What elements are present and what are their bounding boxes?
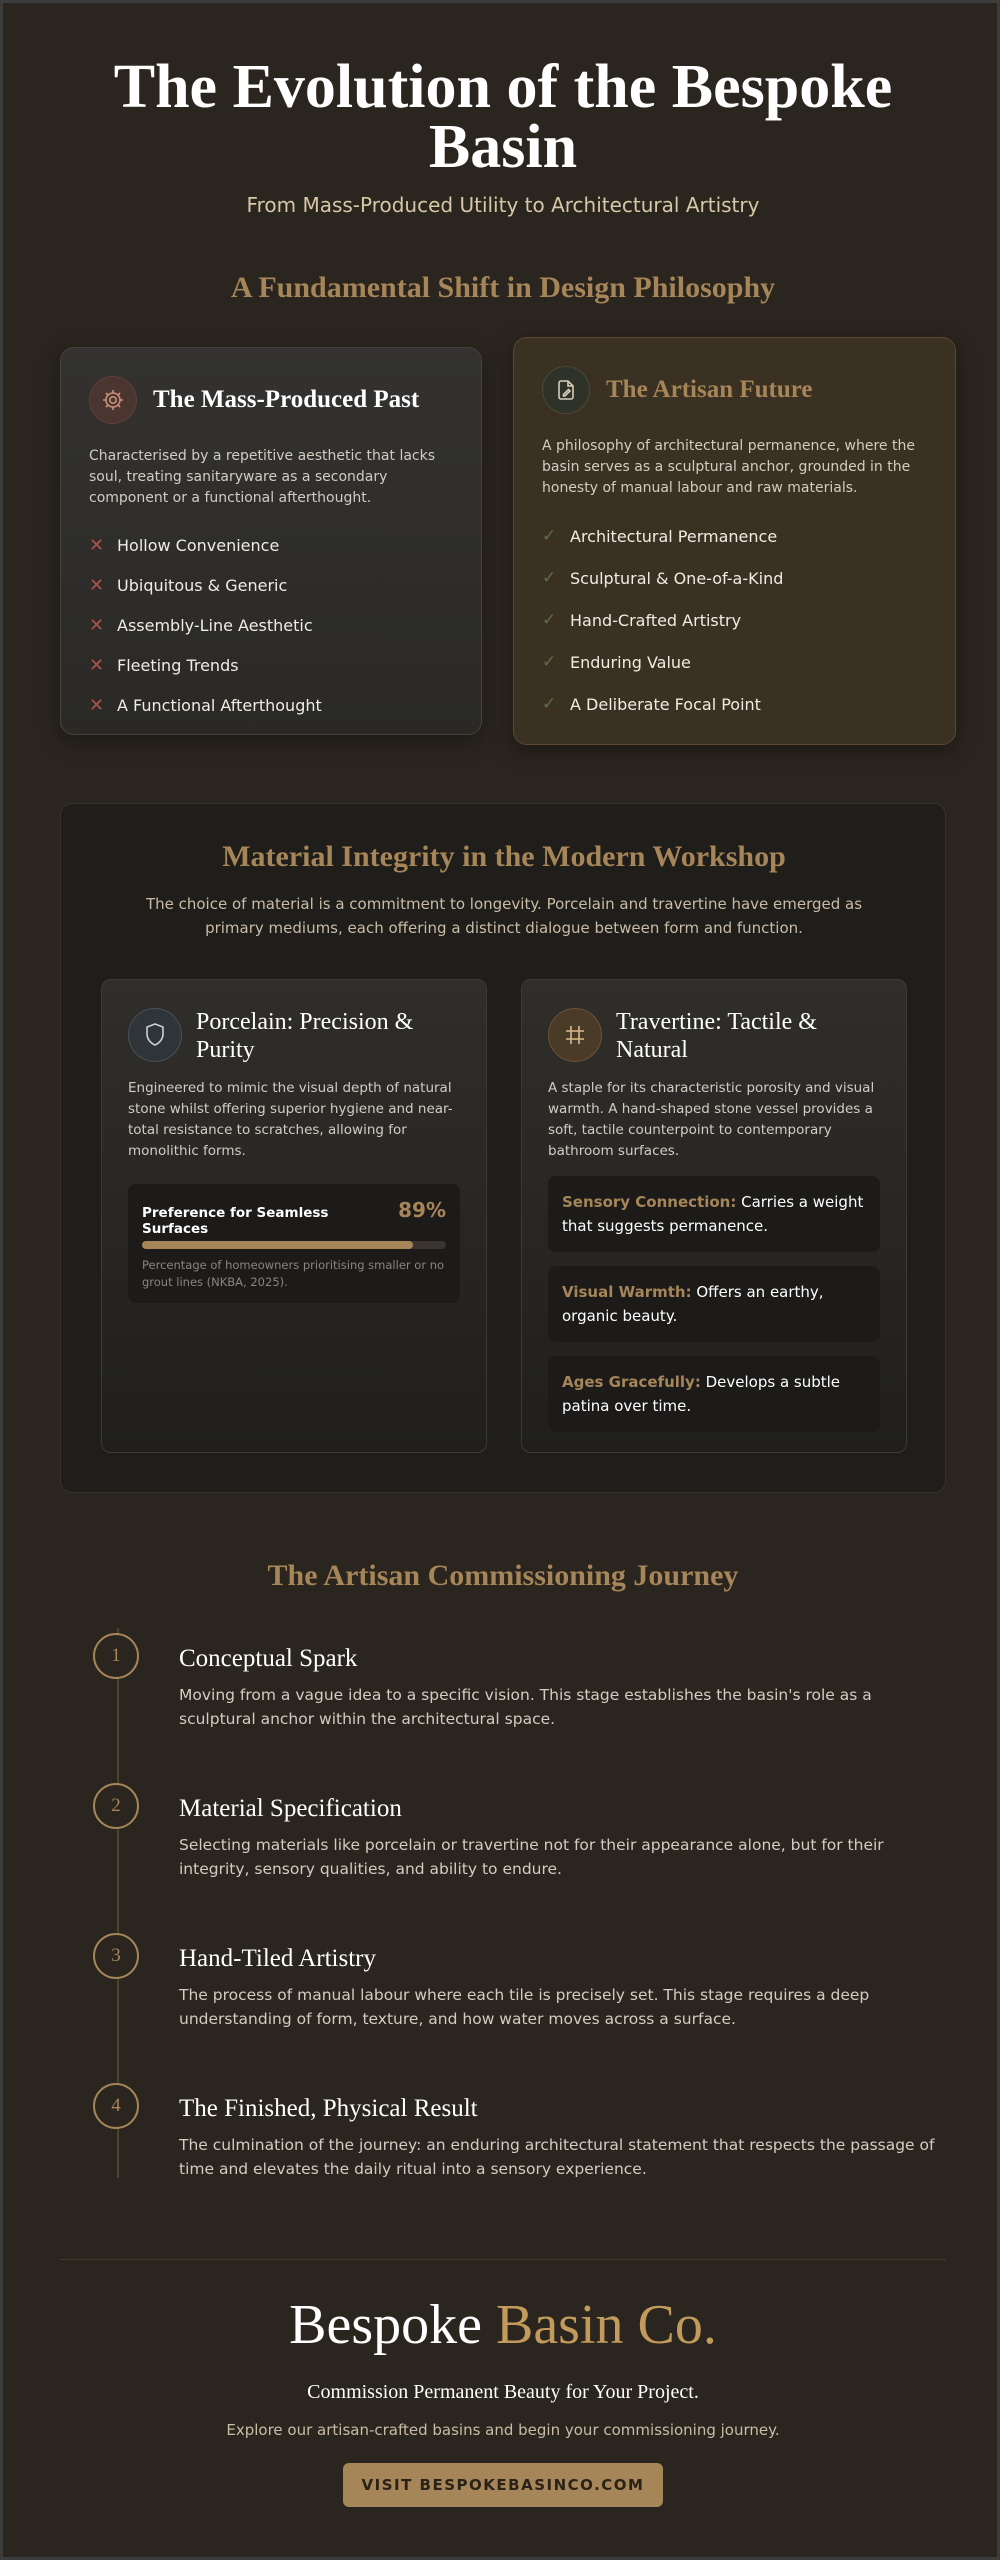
feature-visual-warmth: Visual Warmth: Offers an earthy, organic beauty.: [548, 1266, 880, 1342]
grid-icon: [548, 1008, 602, 1062]
list-item: ✕ Assembly-Line Aesthetic: [89, 614, 313, 636]
close-icon: ✕: [89, 614, 105, 636]
step-text: Moving from a vague idea to a specific vision. This stage establishes the basin's role as a sculptural anchor within the architectural space.: [179, 1686, 872, 1728]
document-edit-icon: [542, 366, 590, 414]
step-number: 2: [93, 1783, 139, 1829]
artisan-future-card: [513, 337, 956, 745]
past-card-description: Characterised by a repetitive aesthetic that lacks soul, treating sanitaryware as a secondary component or a functional afterthought.: [89, 448, 436, 506]
porcelain-card: [101, 979, 487, 1453]
list-item: ✕ Ubiquitous & Generic: [89, 574, 288, 596]
materials-description: The choice of material is a commitment to longevity. Porcelain and travertine have emerged as primary mediums, each offering a distinct dialogue between form and function.: [145, 895, 863, 937]
shield-icon: [128, 1008, 182, 1062]
past-card-title: The Mass-Produced Past: [153, 386, 420, 413]
materials-section: [60, 803, 946, 1493]
footer-tagline: Commission Permanent Beauty for Your Project.: [307, 2381, 699, 2403]
mass-produced-card: [60, 347, 482, 735]
list-item: ✕ Fleeting Trends: [89, 654, 239, 676]
page-subtitle: From Mass-Produced Utility to Architectural Artistry: [246, 193, 760, 217]
step-title: The Finished, Physical Result: [179, 2095, 478, 2122]
close-icon: ✕: [89, 534, 105, 556]
close-icon: ✕: [89, 654, 105, 676]
past-traits-list: [89, 525, 453, 725]
list-item: ✓ Hand-Crafted Artistry: [542, 610, 742, 630]
future-card-description: A philosophy of architectural permanence, where the basin serves as a sculptural anchor, grounded in the honesty of manual labour and raw materials.: [542, 438, 915, 496]
future-traits-list: [542, 515, 927, 725]
list-item: ✓ Architectural Permanence: [542, 526, 778, 546]
stat-label: Preference for Seamless Surfaces: [142, 1205, 329, 1237]
checkmark-icon: ✓: [542, 526, 557, 546]
materials-section-title: Material Integrity in the Modern Workshop: [222, 840, 786, 873]
checkmark-icon: ✓: [542, 694, 557, 714]
stat-value: 89%: [398, 1198, 446, 1222]
list-item: ✕ A Functional Afterthought: [89, 694, 322, 716]
checkmark-icon: ✓: [542, 610, 557, 630]
seamless-surfaces-stat: [128, 1184, 460, 1303]
list-item: ✕ Hollow Convenience: [89, 534, 280, 556]
step-title: Material Specification: [179, 1795, 402, 1822]
future-card-title: The Artisan Future: [606, 376, 813, 403]
list-item: ✓ A Deliberate Focal Point: [542, 694, 761, 714]
step-title: Conceptual Spark: [179, 1645, 358, 1672]
journey-section-title: The Artisan Commissioning Journey: [267, 1559, 739, 1592]
feature-sensory-connection: Sensory Connection: Carries a weight that suggests permanence.: [548, 1176, 880, 1252]
travertine-text: A staple for its characteristic porosity and visual warmth. A hand-shaped stone vessel provides a soft, tactile counterpoint to contemporary bathroom surfaces.: [548, 1080, 875, 1159]
list-item: ✓ Sculptural & One-of-a-Kind: [542, 568, 784, 588]
travertine-title: Travertine: Tactile & Natural: [616, 1009, 817, 1063]
step-text: Selecting materials like porcelain or travertine not for their appearance alone, but for their integrity, sensory qualities, and ability to endure.: [179, 1836, 884, 1878]
porcelain-text: Engineered to mimic the visual depth of natural stone whilst offering superior hygiene and near-total resistance to scratches, allowing for monolithic forms.: [128, 1080, 453, 1159]
step-number: 1: [93, 1633, 139, 1679]
philosophy-section-title: A Fundamental Shift in Design Philosophy: [230, 271, 776, 304]
page-title: The Evolution of the Bespoke Basin: [113, 53, 893, 181]
porcelain-title: Porcelain: Precision & Purity: [196, 1009, 414, 1063]
footer-explore-text: Explore our artisan-crafted basins and begin your commissioning journey.: [226, 2421, 780, 2439]
feature-ages-gracefully: Ages Gracefully: Develops a subtle patina over time.: [548, 1356, 880, 1432]
footer-divider: [60, 2259, 946, 2260]
step-text: The process of manual labour where each tile is precisely set. This stage requires a deep understanding of form, texture, and how water moves across a surface.: [179, 1986, 870, 2028]
step-title: Hand-Tiled Artistry: [179, 1945, 376, 1972]
step-text: The culmination of the journey: an enduring architectural statement that respects the passage of time and elevates the daily ritual into a sensory experience.: [179, 2136, 935, 2178]
gear-icon: [89, 376, 137, 424]
list-item: ✓ Enduring Value: [542, 652, 691, 672]
progress-bar-fill: [142, 1241, 413, 1249]
stat-note: Percentage of homeowners prioritising smaller or no grout lines (NKBA, 2025).: [142, 1258, 445, 1289]
step-number: 4: [93, 2083, 139, 2129]
progress-bar: [142, 1241, 446, 1249]
brand-logo: Bespoke Basin Co.: [289, 2294, 717, 2356]
checkmark-icon: ✓: [542, 652, 557, 672]
checkmark-icon: ✓: [542, 568, 557, 588]
travertine-card: [521, 979, 907, 1453]
close-icon: ✕: [89, 694, 105, 716]
visit-website-button[interactable]: VISIT BESPOKEBASINCO.COM: [343, 2463, 663, 2507]
close-icon: ✕: [89, 574, 105, 596]
step-number: 3: [93, 1933, 139, 1979]
